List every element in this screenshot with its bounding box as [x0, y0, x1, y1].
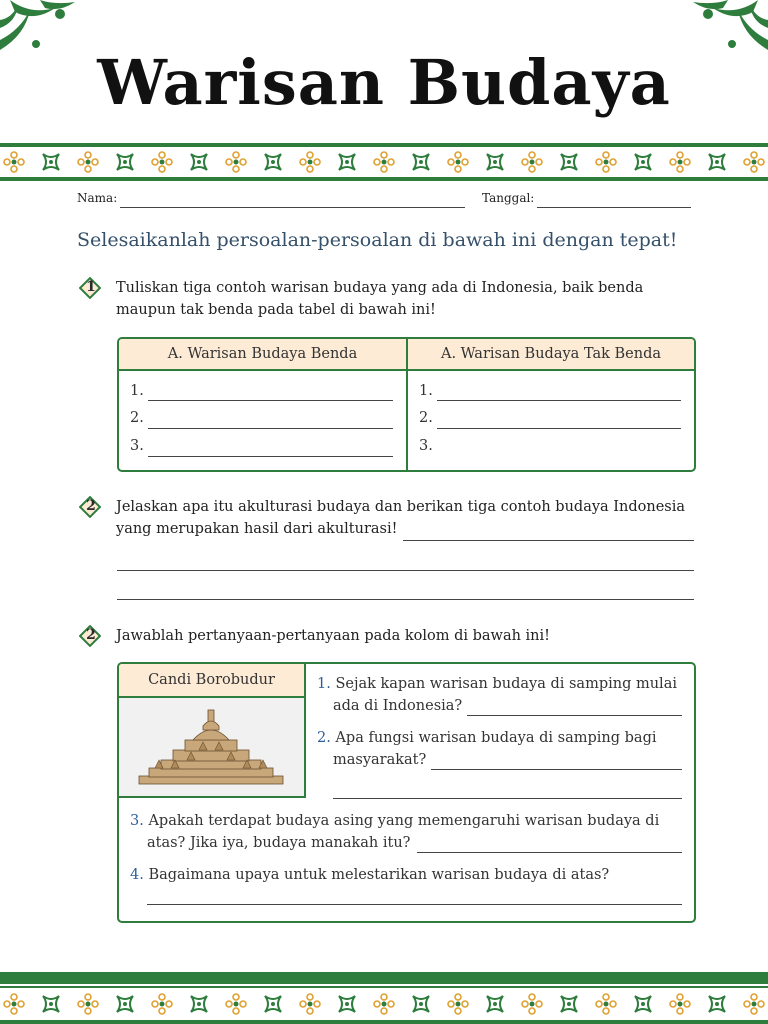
date-field[interactable]	[537, 207, 691, 208]
item-text: Apakah terdapat budaya asing yang memengaruhi warisan budaya di	[148, 813, 660, 829]
table-row-num: 3.	[130, 438, 144, 454]
heritage-table	[117, 337, 696, 472]
item-text: Apa fungsi warisan budaya di samping bagi	[335, 730, 657, 746]
item-1-answer-line[interactable]	[467, 715, 682, 716]
table-row-num: 1.	[130, 383, 144, 399]
table-header-intangible: A. Warisan Budaya Tak Benda	[408, 339, 694, 369]
question-3-box	[117, 662, 696, 923]
item-2-answer-line[interactable]	[431, 769, 682, 770]
question-1-line-2: maupun tak benda pada tabel di bawah ini!	[116, 302, 436, 318]
item-text: Sejak kapan warisan budaya di samping mulai	[335, 676, 677, 692]
question-3-item-2	[317, 727, 657, 749]
question-3-item-1	[317, 673, 677, 695]
question-2-line-1: Jelaskan apa itu akulturasi budaya dan berikan tiga contoh budaya Indonesia	[116, 499, 686, 515]
table-row-num: 3.	[419, 438, 433, 454]
item-4-answer-line[interactable]	[147, 904, 682, 905]
name-label: Nama:	[77, 191, 118, 205]
question-1-line-1: Tuliskan tiga contoh warisan budaya yang ada di Indonesia, baik benda	[116, 280, 644, 296]
date-label: Tanggal:	[482, 191, 535, 205]
tangible-answer-3[interactable]	[148, 456, 393, 457]
batik-border-top-icon	[0, 143, 768, 181]
question-number-2: 2	[86, 498, 96, 514]
item-number: 4.	[130, 867, 144, 883]
table-row-num: 1.	[419, 383, 433, 399]
name-field[interactable]	[120, 207, 465, 208]
question-number-3: 2	[86, 627, 96, 643]
table-row-num: 2.	[419, 410, 433, 426]
question-3-text: Jawablah pertanyaan-pertanyaan pada kolom di bawah ini!	[116, 628, 550, 644]
item-text-continued: masyarakat?	[333, 752, 427, 768]
intangible-answer-1[interactable]	[437, 400, 681, 401]
question-number-1: 1	[86, 279, 96, 295]
borobudur-label: Candi Borobudur	[119, 664, 304, 698]
item-number: 3.	[130, 813, 144, 829]
item-text-continued: atas? Jika iya, budaya manakah itu?	[147, 835, 411, 851]
page-title: Warisan Budaya	[97, 46, 671, 119]
question-2-line-2: yang merupakan hasil dari akulturasi!	[116, 521, 398, 537]
borobudur-temple-icon	[135, 706, 287, 788]
item-text-continued: ada di Indonesia?	[333, 698, 463, 714]
item-2-answer-line-2[interactable]	[333, 798, 682, 799]
tangible-answer-2[interactable]	[148, 428, 393, 429]
question-3-item-4	[130, 864, 609, 886]
table-header-tangible: A. Warisan Budaya Benda	[119, 339, 406, 369]
question-2-answer-line-1[interactable]	[403, 540, 694, 541]
borobudur-card	[119, 664, 306, 798]
item-number: 1.	[317, 676, 331, 692]
question-3-item-3	[130, 810, 659, 832]
question-2-answer-line-3[interactable]	[117, 599, 694, 600]
batik-border-bottom-icon	[0, 972, 768, 1024]
instruction-text: Selesaikanlah persoalan-persoalan di bawah ini dengan tepat!	[77, 229, 678, 251]
table-row-num: 2.	[130, 410, 144, 426]
question-2-answer-line-2[interactable]	[117, 570, 694, 571]
item-text: Bagaimana upaya untuk melestarikan warisan budaya di atas?	[148, 867, 610, 883]
intangible-answer-2[interactable]	[437, 428, 681, 429]
item-3-answer-line[interactable]	[417, 852, 682, 853]
tangible-answer-1[interactable]	[148, 400, 393, 401]
item-number: 2.	[317, 730, 331, 746]
